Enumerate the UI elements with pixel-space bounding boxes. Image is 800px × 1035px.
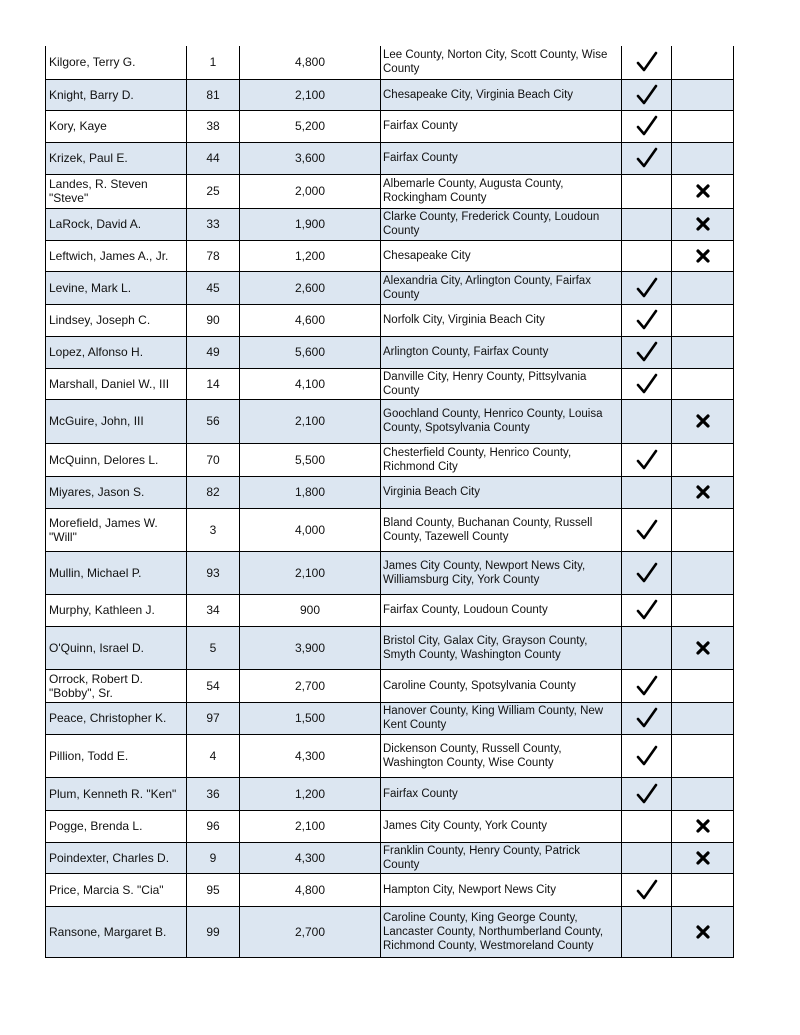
district-number: 44 xyxy=(187,142,240,174)
legislator-name: Knight, Barry D. xyxy=(46,79,187,110)
count-value: 2,600 xyxy=(240,271,381,304)
count-value: 4,300 xyxy=(240,842,381,873)
district-number: 4 xyxy=(187,734,240,777)
legislator-name: Lopez, Alfonso H. xyxy=(46,336,187,368)
district-number: 95 xyxy=(187,873,240,906)
no-cell xyxy=(672,110,734,142)
table-row xyxy=(46,271,734,304)
table-row xyxy=(46,79,734,110)
count-value: 1,200 xyxy=(240,240,381,271)
yes-cell xyxy=(622,702,672,734)
yes-cell xyxy=(622,873,672,906)
localities: Hanover County, King William County, New Kent County xyxy=(381,702,622,734)
yes-cell xyxy=(622,508,672,551)
legislator-name: McQuinn, Delores L. xyxy=(46,443,187,476)
district-number: 38 xyxy=(187,110,240,142)
legislator-name: Leftwich, James A., Jr. xyxy=(46,240,187,271)
legislator-name: Poindexter, Charles D. xyxy=(46,842,187,873)
localities: Danville City, Henry County, Pittsylvania County xyxy=(381,368,622,399)
localities: Virginia Beach City xyxy=(381,476,622,508)
no-cell xyxy=(672,336,734,368)
yes-cell xyxy=(622,208,672,240)
localities: Fairfax County xyxy=(381,777,622,810)
yes-cell xyxy=(622,551,672,594)
legislator-name: Kory, Kaye xyxy=(46,110,187,142)
localities: James City County, Newport News City, Williamsburg City, York County xyxy=(381,551,622,594)
checkmark-icon xyxy=(625,562,668,584)
localities: Bland County, Buchanan County, Russell County, Tazewell County xyxy=(381,508,622,551)
count-value: 4,300 xyxy=(240,734,381,777)
localities: James City County, York County xyxy=(381,810,622,842)
legislator-name: Lindsey, Joseph C. xyxy=(46,304,187,336)
cross-mark-icon xyxy=(675,413,730,429)
count-value: 2,100 xyxy=(240,79,381,110)
legislator-name: Plum, Kenneth R. "Ken" xyxy=(46,777,187,810)
cross-mark-icon xyxy=(675,924,730,940)
no-cell xyxy=(672,508,734,551)
localities: Goochland County, Henrico County, Louisa County, Spotsylvania County xyxy=(381,399,622,443)
table-row xyxy=(46,368,734,399)
checkmark-icon xyxy=(625,84,668,106)
legislator-name: Marshall, Daniel W., III xyxy=(46,368,187,399)
no-cell xyxy=(672,443,734,476)
yes-cell xyxy=(622,240,672,271)
table-row xyxy=(46,110,734,142)
district-number: 25 xyxy=(187,174,240,208)
yes-cell xyxy=(622,304,672,336)
district-number: 81 xyxy=(187,79,240,110)
count-value: 5,500 xyxy=(240,443,381,476)
no-cell xyxy=(672,304,734,336)
count-value: 5,600 xyxy=(240,336,381,368)
table-row xyxy=(46,810,734,842)
district-number: 33 xyxy=(187,208,240,240)
legislator-name: Miyares, Jason S. xyxy=(46,476,187,508)
no-cell xyxy=(672,368,734,399)
localities: Caroline County, Spotsylvania County xyxy=(381,669,622,702)
count-value: 1,800 xyxy=(240,476,381,508)
legislator-name: LaRock, David A. xyxy=(46,208,187,240)
district-number: 97 xyxy=(187,702,240,734)
district-number: 9 xyxy=(187,842,240,873)
legislator-name: Levine, Mark L. xyxy=(46,271,187,304)
no-cell xyxy=(672,702,734,734)
district-number: 99 xyxy=(187,906,240,957)
checkmark-icon xyxy=(625,277,668,299)
yes-cell xyxy=(622,271,672,304)
count-value: 2,100 xyxy=(240,399,381,443)
yes-cell xyxy=(622,368,672,399)
yes-cell xyxy=(622,476,672,508)
district-number: 1 xyxy=(187,46,240,79)
legislator-name: Orrock, Robert D. "Bobby", Sr. xyxy=(46,669,187,702)
no-cell xyxy=(672,476,734,508)
count-value: 3,600 xyxy=(240,142,381,174)
table-row xyxy=(46,777,734,810)
localities: Alexandria City, Arlington County, Fairfax County xyxy=(381,271,622,304)
no-cell xyxy=(672,46,734,79)
no-cell xyxy=(672,399,734,443)
cross-mark-icon xyxy=(675,183,730,199)
table-row xyxy=(46,669,734,702)
legislator-name: Krizek, Paul E. xyxy=(46,142,187,174)
count-value: 1,500 xyxy=(240,702,381,734)
checkmark-icon xyxy=(625,879,668,901)
legislator-name: McGuire, John, III xyxy=(46,399,187,443)
yes-cell xyxy=(622,669,672,702)
yes-cell xyxy=(622,594,672,626)
district-number: 78 xyxy=(187,240,240,271)
no-cell xyxy=(672,142,734,174)
localities: Chesapeake City xyxy=(381,240,622,271)
yes-cell xyxy=(622,174,672,208)
legislator-name: Mullin, Michael P. xyxy=(46,551,187,594)
no-cell xyxy=(672,906,734,957)
table-row xyxy=(46,46,734,79)
localities: Bristol City, Galax City, Grayson County, Smyth County, Washington County xyxy=(381,626,622,669)
table-row xyxy=(46,594,734,626)
localities: Fairfax County xyxy=(381,110,622,142)
table-row xyxy=(46,842,734,873)
table-row xyxy=(46,142,734,174)
count-value: 4,800 xyxy=(240,46,381,79)
table-row xyxy=(46,336,734,368)
yes-cell xyxy=(622,110,672,142)
district-number: 34 xyxy=(187,594,240,626)
checkmark-icon xyxy=(625,115,668,137)
table-row xyxy=(46,240,734,271)
localities: Fairfax County, Loudoun County xyxy=(381,594,622,626)
localities: Franklin County, Henry County, Patrick County xyxy=(381,842,622,873)
district-number: 3 xyxy=(187,508,240,551)
district-number: 90 xyxy=(187,304,240,336)
localities: Chesterfield County, Henrico County, Richmond City xyxy=(381,443,622,476)
cross-mark-icon xyxy=(675,216,730,232)
checkmark-icon xyxy=(625,599,668,621)
checkmark-icon xyxy=(625,519,668,541)
table-row xyxy=(46,873,734,906)
checkmark-icon xyxy=(625,373,668,395)
checkmark-icon xyxy=(625,707,668,729)
table-row xyxy=(46,702,734,734)
cross-mark-icon xyxy=(675,850,730,866)
no-cell xyxy=(672,551,734,594)
localities: Hampton City, Newport News City xyxy=(381,873,622,906)
district-number: 70 xyxy=(187,443,240,476)
district-number: 82 xyxy=(187,476,240,508)
localities: Arlington County, Fairfax County xyxy=(381,336,622,368)
count-value: 1,900 xyxy=(240,208,381,240)
count-value: 2,700 xyxy=(240,906,381,957)
district-number: 36 xyxy=(187,777,240,810)
legislator-name: Peace, Christopher K. xyxy=(46,702,187,734)
no-cell xyxy=(672,174,734,208)
yes-cell xyxy=(622,336,672,368)
checkmark-icon xyxy=(625,147,668,169)
yes-cell xyxy=(622,142,672,174)
yes-cell xyxy=(622,399,672,443)
count-value: 1,200 xyxy=(240,777,381,810)
yes-cell xyxy=(622,810,672,842)
legislator-table xyxy=(45,46,734,958)
checkmark-icon xyxy=(625,341,668,363)
no-cell xyxy=(672,777,734,810)
count-value: 2,100 xyxy=(240,551,381,594)
table-body xyxy=(46,46,734,957)
checkmark-icon xyxy=(625,449,668,471)
yes-cell xyxy=(622,777,672,810)
yes-cell xyxy=(622,842,672,873)
yes-cell xyxy=(622,906,672,957)
localities: Caroline County, King George County, Lancaster County, Northumberland County, Richmond County, Westmoreland County xyxy=(381,906,622,957)
legislator-name: Kilgore, Terry G. xyxy=(46,46,187,79)
table-row xyxy=(46,399,734,443)
legislator-name: Ransone, Margaret B. xyxy=(46,906,187,957)
localities: Lee County, Norton City, Scott County, Wise County xyxy=(381,46,622,79)
legislator-name: Pogge, Brenda L. xyxy=(46,810,187,842)
table-row xyxy=(46,174,734,208)
table-row xyxy=(46,551,734,594)
no-cell xyxy=(672,208,734,240)
yes-cell xyxy=(622,734,672,777)
legislator-name: Murphy, Kathleen J. xyxy=(46,594,187,626)
no-cell xyxy=(672,240,734,271)
cross-mark-icon xyxy=(675,640,730,656)
yes-cell xyxy=(622,626,672,669)
checkmark-icon xyxy=(625,675,668,697)
cross-mark-icon xyxy=(675,484,730,500)
table-row xyxy=(46,476,734,508)
district-number: 5 xyxy=(187,626,240,669)
district-number: 54 xyxy=(187,669,240,702)
yes-cell xyxy=(622,443,672,476)
count-value: 900 xyxy=(240,594,381,626)
district-number: 49 xyxy=(187,336,240,368)
checkmark-icon xyxy=(625,745,668,767)
localities: Norfolk City, Virginia Beach City xyxy=(381,304,622,336)
district-number: 56 xyxy=(187,399,240,443)
legislator-name: Landes, R. Steven "Steve" xyxy=(46,174,187,208)
district-number: 96 xyxy=(187,810,240,842)
yes-cell xyxy=(622,79,672,110)
count-value: 4,800 xyxy=(240,873,381,906)
localities: Dickenson County, Russell County, Washington County, Wise County xyxy=(381,734,622,777)
no-cell xyxy=(672,594,734,626)
district-number: 93 xyxy=(187,551,240,594)
no-cell xyxy=(672,842,734,873)
count-value: 5,200 xyxy=(240,110,381,142)
count-value: 4,100 xyxy=(240,368,381,399)
no-cell xyxy=(672,810,734,842)
legislator-name: Pillion, Todd E. xyxy=(46,734,187,777)
table-row xyxy=(46,906,734,957)
checkmark-icon xyxy=(625,51,668,73)
count-value: 3,900 xyxy=(240,626,381,669)
district-number: 14 xyxy=(187,368,240,399)
yes-cell xyxy=(622,46,672,79)
checkmark-icon xyxy=(625,783,668,805)
legislator-name: O'Quinn, Israel D. xyxy=(46,626,187,669)
count-value: 4,000 xyxy=(240,508,381,551)
localities: Fairfax County xyxy=(381,142,622,174)
no-cell xyxy=(672,626,734,669)
table-row xyxy=(46,208,734,240)
count-value: 2,700 xyxy=(240,669,381,702)
legislator-name: Price, Marcia S. "Cia" xyxy=(46,873,187,906)
count-value: 2,100 xyxy=(240,810,381,842)
count-value: 4,600 xyxy=(240,304,381,336)
no-cell xyxy=(672,669,734,702)
no-cell xyxy=(672,271,734,304)
localities: Clarke County, Frederick County, Loudoun County xyxy=(381,208,622,240)
no-cell xyxy=(672,734,734,777)
no-cell xyxy=(672,79,734,110)
cross-mark-icon xyxy=(675,248,730,264)
table-row xyxy=(46,304,734,336)
localities: Albemarle County, Augusta County, Rockingham County xyxy=(381,174,622,208)
checkmark-icon xyxy=(625,309,668,331)
table-row xyxy=(46,734,734,777)
cross-mark-icon xyxy=(675,818,730,834)
district-number: 45 xyxy=(187,271,240,304)
table-row xyxy=(46,626,734,669)
table-row xyxy=(46,443,734,476)
count-value: 2,000 xyxy=(240,174,381,208)
legislator-name: Morefield, James W. "Will" xyxy=(46,508,187,551)
localities: Chesapeake City, Virginia Beach City xyxy=(381,79,622,110)
no-cell xyxy=(672,873,734,906)
table-row xyxy=(46,508,734,551)
